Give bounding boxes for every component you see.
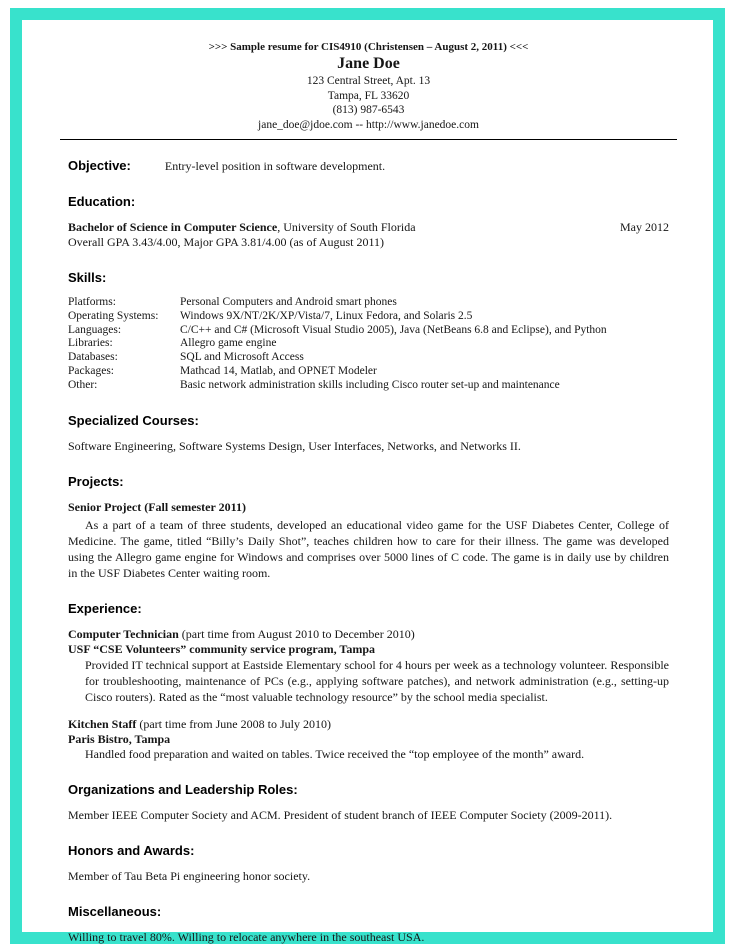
skill-label: Languages: [68,323,122,336]
job-title: Kitchen Staff [68,716,137,731]
skill-label: Databases: [68,351,118,364]
degree-bold: Bachelor of Science in Computer Science [68,220,278,234]
degree-rest: , University of South Florida [277,220,416,234]
job-description: Handled food preparation and waited on tables. Twice received the “top employee of the month” award. [85,746,585,761]
skill-value: Personal Computers and Android smart phones [180,296,397,308]
skills-row [68,310,669,324]
job-entry [68,627,669,705]
degree-text [68,220,416,235]
miscellaneous-text: Willing to travel 80%. Willing to relocate anywhere in the southeast USA. [68,929,425,944]
job-title: Computer Technician [68,626,179,641]
gpa-line: Overall GPA 3.43/4.00, Major GPA 3.81/4.00 (as of August 2011) [68,235,385,249]
resume-page [22,20,713,944]
skill-label: Operating Systems: [68,309,159,322]
job-employer: Paris Bistro, Tampa [68,731,171,746]
skills-row [68,296,669,310]
skill-value: Mathcad 14, Matlab, and OPNET Modeler [180,364,377,377]
phone-number: (813) 987-6543 [332,104,405,116]
skill-label: Libraries: [68,337,113,350]
resume-header [68,40,669,132]
skill-value: SQL and Microsoft Access [180,351,304,364]
page-border-frame [10,8,725,944]
skills-row [68,351,669,365]
skill-label: Packages: [68,364,114,377]
section-heading-experience: Experience: [68,600,142,616]
job-title-line [68,627,669,642]
honors-text: Member of Tau Beta Pi engineering honor society. [68,868,311,883]
skills-table [68,296,669,393]
skills-row [68,365,669,379]
job-employer: USF “CSE Volunteers” community service program, Tampa [68,641,376,656]
section-heading-projects: Projects: [68,473,124,489]
skills-row [68,324,669,338]
section-heading-education: Education: [68,194,136,209]
job-title-suffix: (part time from June 2008 to July 2010) [136,716,331,731]
resume-content [22,20,713,945]
section-heading-objective: Objective: [68,158,131,173]
skill-label: Other: [68,378,98,391]
skill-label: Platforms: [68,296,116,308]
section-heading-skills: Skills: [68,270,107,285]
address-line-1: 123 Central Street, Apt. 13 [306,75,431,87]
skill-value: Allegro game engine [180,337,277,350]
graduation-date: May 2012 [620,220,669,234]
education-degree-line [68,220,669,235]
sample-banner: >>> Sample resume for CIS4910 (Christensen – August 2, 2011) <<< [208,41,529,53]
section-heading-honors: Honors and Awards: [68,842,195,858]
skill-value: Windows 9X/NT/2K/XP/Vista/7, Linux Fedora, and Solaris 2.5 [180,309,473,322]
specialized-courses-text: Software Engineering, Software Systems Design, User Interfaces, Networks, and Networks II. [68,438,521,453]
job-entry [68,717,669,762]
section-heading-specialized-courses: Specialized Courses: [68,412,199,428]
organizations-text: Member IEEE Computer Society and ACM. President of student branch of IEEE Computer Society (2009-2011). [68,807,613,822]
section-heading-miscellaneous: Miscellaneous: [68,903,162,919]
section-heading-organizations: Organizations and Leadership Roles: [68,781,298,797]
job-title-line [68,717,669,732]
project-description: As a part of a team of three students, developed an educational video game for the USF Diabetes Center, College of Medicine. The game, titled “Billy’s Daily Shot”, teaches children how to care for their illness. The game was developed using the Allegro game engine for Windows and comprises over 5000 lines of C code. The game is in daily use by children in the USF Diabetes Center waiting room. [68,517,669,580]
email-and-website: jane_doe@jdoe.com -- http://www.janedoe.com [258,118,479,131]
address-line-2: Tampa, FL 33620 [327,89,410,102]
job-title-suffix: (part time from August 2010 to December 2010) [178,626,415,641]
header-divider [60,139,677,140]
objective-section [68,158,669,174]
project-title: Senior Project (Fall semester 2011) [68,499,246,514]
objective-text: Entry-level position in software development. [164,159,386,173]
skills-row [68,337,669,351]
skill-value: C/C++ and C# (Microsoft Visual Studio 2005), Java (NetBeans 6.8 and Eclipse), and Python [180,323,607,336]
skill-value: Basic network administration skills including Cisco router set-up and maintenance [180,378,560,391]
candidate-name: Jane Doe [337,54,400,72]
job-description: Provided IT technical support at Eastside Elementary school for 4 hours per week as a technology volunteer. Responsible for troubleshooting, maintenance of PCs (e.g., applying software patches), and network administration (e.g., setting-up Cisco routers). Rated as the “most valuable technology resource” by the school media specialist. [85,657,669,704]
skills-row [68,379,669,393]
